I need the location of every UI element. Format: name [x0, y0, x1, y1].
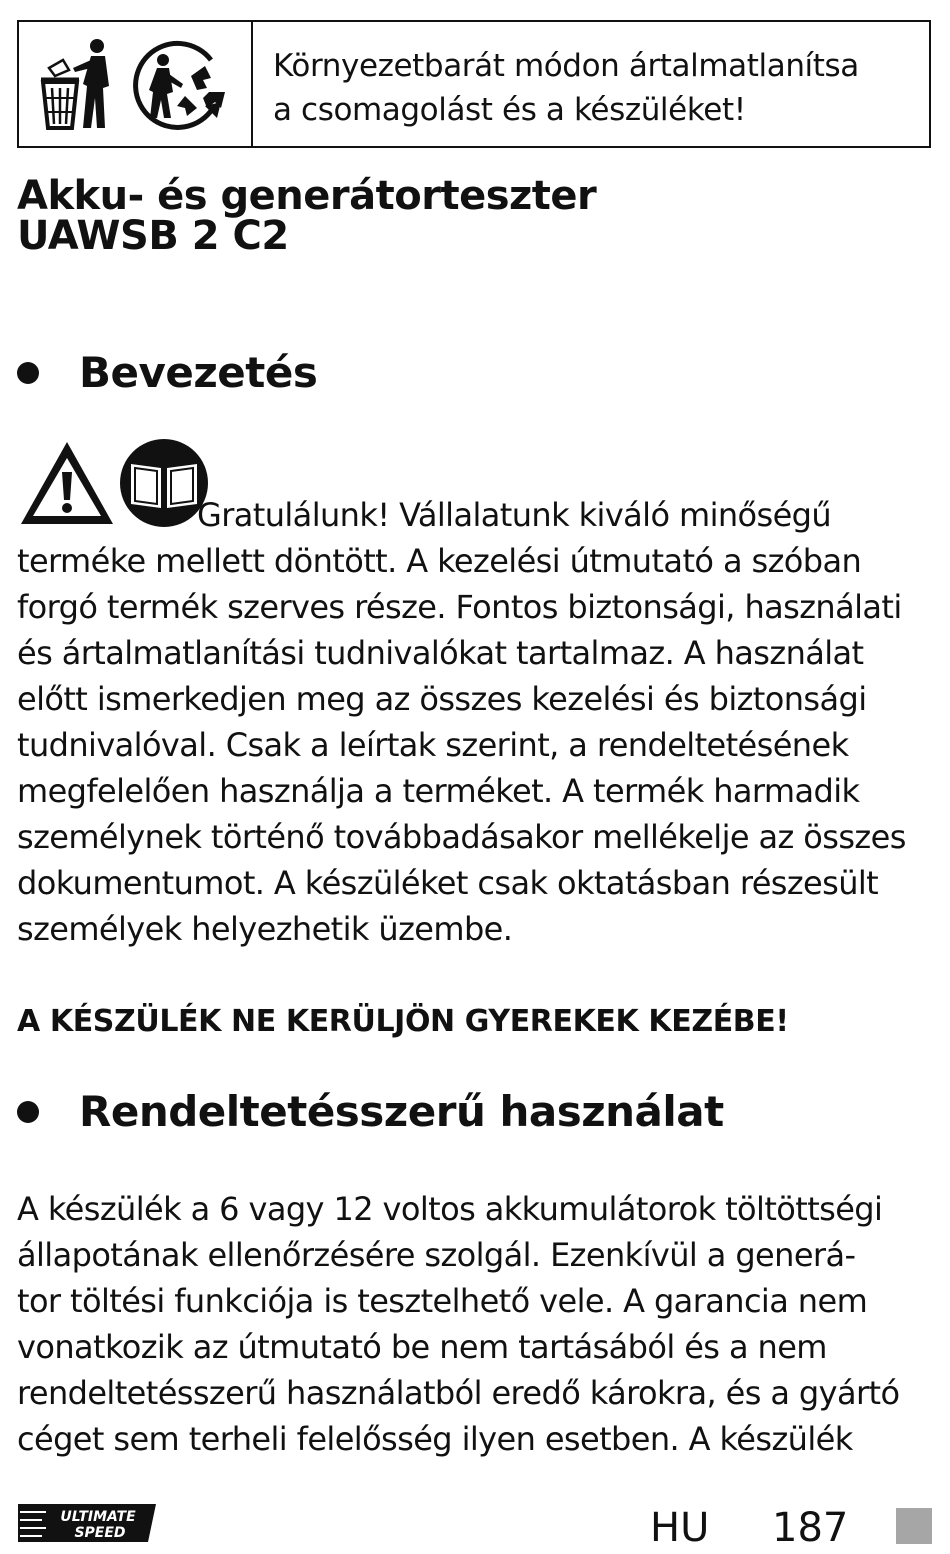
- text-line: személynek történő továbbadásakor mellékelje az összes: [17, 818, 906, 856]
- brand-logo: [16, 1500, 158, 1550]
- text-line: rendeltetésszerű használatból eredő károkra, és a gyártó: [17, 1374, 900, 1412]
- eco-notice-line1: Környezetbarát módon ártalmatlanítsa: [273, 48, 859, 84]
- title-line1: Akku- és generátorteszter: [17, 173, 597, 219]
- eco-icons: [19, 22, 253, 146]
- section-heading-intended-use: [17, 1087, 724, 1136]
- page-marker: [896, 1508, 932, 1544]
- text-line: terméke mellett döntött. A kezelési útmutató a szóban: [17, 542, 862, 580]
- page-language: HU: [650, 1505, 710, 1551]
- eco-notice-line2: a csomagolást és a készüléket!: [273, 92, 746, 128]
- logo-line2: SPEED: [74, 1525, 126, 1541]
- bullet-icon: [17, 362, 39, 384]
- section-heading-text: Rendeltetésszerű használat: [79, 1087, 724, 1136]
- text-line: előtt ismerkedjen meg az összes kezelési és biztonsági: [17, 680, 867, 718]
- section-heading-text: Bevezetés: [79, 348, 318, 397]
- bullet-icon: [17, 1101, 39, 1123]
- text-line: A készülék a 6 vagy 12 voltos akkumulátorok töltöttségi: [17, 1190, 883, 1228]
- section-heading-introduction: [17, 348, 317, 397]
- children-warning: A KÉSZÜLÉK NE KERÜLJÖN GYEREKEK KEZÉBE!: [17, 1004, 789, 1039]
- page-number: 187: [772, 1505, 849, 1551]
- eco-notice-text: [253, 22, 929, 146]
- trash-bin-person-icon: [39, 36, 121, 132]
- logo-line1: ULTIMATE: [60, 1509, 136, 1525]
- text-line: vonatkozik az útmutató be nem tartásából és a nem: [17, 1328, 827, 1366]
- introduction-paragraph: [17, 492, 933, 952]
- recycling-person-icon: [127, 36, 231, 132]
- text-line: állapotának ellenőrzésére szolgál. Ezenkívül a generá-: [17, 1236, 856, 1274]
- text-line: tor töltési funkciója is tesztelhető vele. A garancia nem: [17, 1282, 868, 1320]
- intended-use-paragraph: [17, 1186, 933, 1462]
- eco-notice-box: [17, 20, 931, 148]
- text-line: tudnivalóval. Csak a leírtak szerint, a rendeltetésének: [17, 726, 849, 764]
- text-line: Gratulálunk! Vállalatunk kiváló minőségű: [197, 496, 832, 534]
- text-line: személyek helyezhetik üzembe.: [17, 910, 513, 948]
- text-line: és ártalmatlanítási tudnivalókat tartalmaz. A használat: [17, 634, 864, 672]
- text-line: megfelelően használja a terméket. A termék harmadik: [17, 772, 860, 810]
- text-line: dokumentumot. A készüléket csak oktatásban részesült: [17, 864, 879, 902]
- text-line: céget sem terheli felelősség ilyen esetben. A készülék: [17, 1420, 853, 1458]
- title-line2: UAWSB 2 C2: [17, 213, 289, 259]
- document-title: [17, 173, 597, 259]
- text-line: forgó termék szerves része. Fontos biztonsági, használati: [17, 588, 902, 626]
